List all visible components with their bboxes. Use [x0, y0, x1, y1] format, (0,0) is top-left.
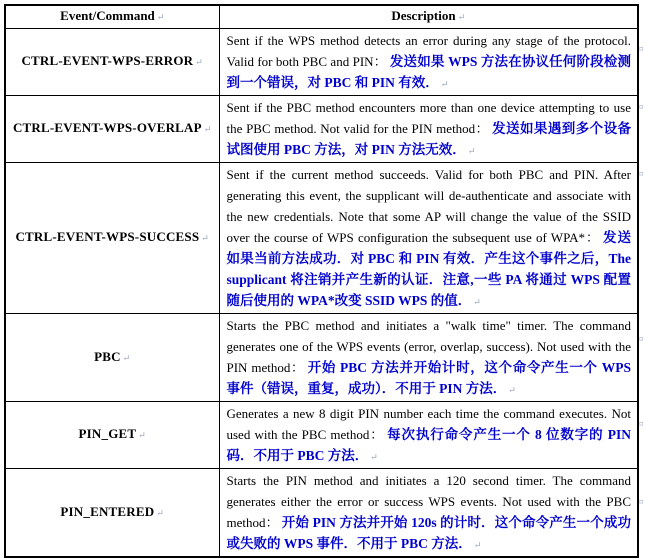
paragraph-mark-icon: ↵: [195, 57, 204, 67]
description-chinese: 发送如果 WPS 方法在协议任何阶段检测到一个错误，对 PBC 和 PIN 有效．: [226, 53, 631, 90]
header-label: Event/Command: [60, 8, 155, 24]
paragraph-mark-icon: ↵: [203, 124, 212, 134]
row-end-mark-icon: ¤: [639, 419, 644, 429]
description-cell: [219, 401, 638, 468]
paragraph-mark-icon: ↵: [473, 296, 481, 307]
description-cell: [219, 95, 638, 162]
table-row: [5, 313, 638, 401]
row-end-mark-icon: ¤: [639, 334, 644, 344]
wps-events-table: [4, 4, 639, 558]
description-cell: [219, 468, 638, 557]
command-cell: [5, 95, 219, 162]
paragraph-mark-icon: ↵: [473, 539, 482, 550]
header-row: [5, 5, 638, 28]
command-label: PIN_ENTERED: [60, 503, 155, 519]
command-cell: [5, 313, 219, 401]
paragraph-mark-icon: ↵: [508, 384, 516, 395]
description-chinese: 每次执行命令产生一个 8 位数字的 PIN 码．不用于 PBC 方法．: [226, 426, 632, 463]
description-cell: [219, 162, 638, 313]
paragraph-mark-icon: ↵: [467, 145, 476, 156]
command-cell: [5, 162, 219, 313]
description-chinese: 开始 PBC 方法并开始计时，这个命令产生一个 WPS 事件（错误，重复，成功）．不用于 PIN 方法．: [226, 359, 631, 396]
description-english: Starts the PIN method and initiates a 120 second timer. The command generates either the error or success WPS events. Not used with the PBC method：: [226, 472, 631, 530]
table-row: [5, 401, 638, 468]
paragraph-mark-icon: ↵: [370, 451, 378, 462]
command-label: CTRL-EVENT-WPS-SUCCESS: [15, 229, 200, 244]
paragraph-mark-icon: ↵: [457, 12, 466, 23]
description-cell: [219, 313, 638, 401]
command-cell: [5, 468, 219, 557]
command-label: PIN_GET: [78, 426, 137, 441]
description-english: Sent if the WPS method detects an error during any stage of the protocol. Valid for both PBC and PIN：: [226, 32, 631, 69]
command-label: PBC: [94, 348, 121, 364]
description-cell: [219, 28, 638, 95]
row-end-mark-icon: ¤: [639, 44, 644, 54]
paragraph-mark-icon: ↵: [156, 507, 165, 518]
row-end-mark-icon: ¤: [639, 497, 644, 507]
header-cell-event-command: [5, 5, 219, 28]
row-end-mark-icon: ¤: [639, 169, 644, 179]
description-chinese: 开始 PIN 方法并开始 120s 的计时．这个命令产生一个成功或失败的 WPS 事件．不用于 PBC 方法．: [226, 514, 631, 551]
description-chinese: 发送如果当前方法成功．对 PBC 和 PIN 有效．产生这个事件之后，The supplicant 将注销并产生新的认证．注意,一些 PA 将通过 WPS 配置随后使用的 WPA*改变 SSID WPS 的值．: [226, 229, 631, 308]
description-chinese: 发送如果遇到多个设备试图使用 PBC 方法，对 PIN 方法无效．: [226, 120, 632, 157]
header-label: Description: [391, 8, 456, 24]
command-label: CTRL-EVENT-WPS-OVERLAP: [12, 120, 202, 135]
description-english: Sent if the current method succeeds. Valid for both PBC and PIN. After generating this event, the supplicant will de-authenticate and associate with the new credentials. Note that some AP will change the value of the SSID over the course of WPS configuration the subsequent use of WPA*：: [226, 166, 631, 245]
table-row: [5, 28, 638, 95]
table-row: [5, 162, 638, 313]
header-cell-description: [219, 5, 638, 28]
paragraph-mark-icon: ↵: [201, 233, 210, 243]
command-cell: [5, 28, 219, 95]
description-english: Starts the PBC method and initiates a "walk time" timer. The command generates one of the WPS events (error, overlap, success). Not used with the PIN method：: [226, 317, 631, 375]
command-label: CTRL-EVENT-WPS-ERROR: [21, 53, 194, 68]
paragraph-mark-icon: ↵: [156, 12, 165, 23]
table-row: [5, 95, 638, 162]
paragraph-mark-icon: ↵: [138, 430, 146, 440]
command-cell: [5, 401, 219, 468]
paragraph-mark-icon: ↵: [440, 78, 449, 89]
table-row: [5, 468, 638, 557]
paragraph-mark-icon: ↵: [122, 352, 131, 363]
description-english: Sent if the PBC method encounters more than one device attempting to use the PBC method. Not valid for the PIN method：: [226, 99, 631, 136]
description-english: Generates a new 8 digit PIN number each time the command executes. Not used with the PBC method：: [226, 405, 631, 442]
row-end-mark-icon: ¤: [639, 102, 644, 112]
